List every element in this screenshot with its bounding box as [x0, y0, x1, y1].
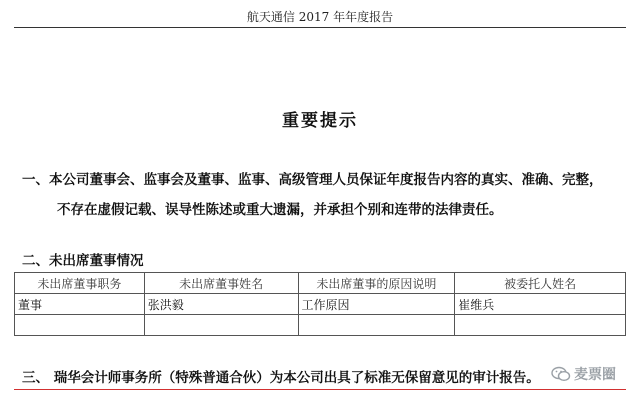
- cell-proxy: [455, 315, 626, 336]
- page-header: 航天通信 2017 年年度报告: [246, 10, 394, 24]
- red-underline: [14, 389, 626, 390]
- table-header-row: [15, 273, 626, 294]
- table-row: [15, 315, 626, 336]
- table-row: [15, 294, 626, 315]
- watermark-text: 麦票圈: [574, 367, 616, 383]
- cell-reason: [298, 315, 455, 336]
- section-1-line-2: 不存在虚假记载、误导性陈述或重大遗漏，并承担个别和连带的法律责任。: [57, 202, 503, 218]
- header-cell-proxy: 被委托人姓名: [455, 273, 626, 294]
- header-cell-reason: 未出席董事的原因说明: [298, 273, 455, 294]
- cell-name: 张洪毅: [144, 294, 298, 315]
- header-cell-position: 未出席董事职务: [15, 273, 145, 294]
- absent-directors-table: [14, 272, 626, 336]
- section-1-line-1: 一、本公司董事会、监事会及董事、监事、高级管理人员保证年度报告内容的真实、准确、完整，: [22, 172, 603, 188]
- cell-position: 董事: [15, 294, 145, 315]
- section-2-heading: 二、未出席董事情况: [22, 253, 144, 269]
- document-title: 重要提示: [282, 111, 358, 131]
- header-cell-name: 未出席董事姓名: [144, 273, 298, 294]
- wechat-bubble-icon: [551, 366, 571, 382]
- header-rule: [14, 27, 626, 28]
- cell-position: [15, 315, 145, 336]
- cell-proxy: 崔维兵: [455, 294, 626, 315]
- cell-reason: 工作原因: [298, 294, 455, 315]
- watermark: [551, 364, 616, 384]
- section-3-text: 三、 瑞华会计师事务所（特殊普通合伙）为本公司出具了标准无保留意见的审计报告。: [22, 370, 540, 386]
- cell-name: [144, 315, 298, 336]
